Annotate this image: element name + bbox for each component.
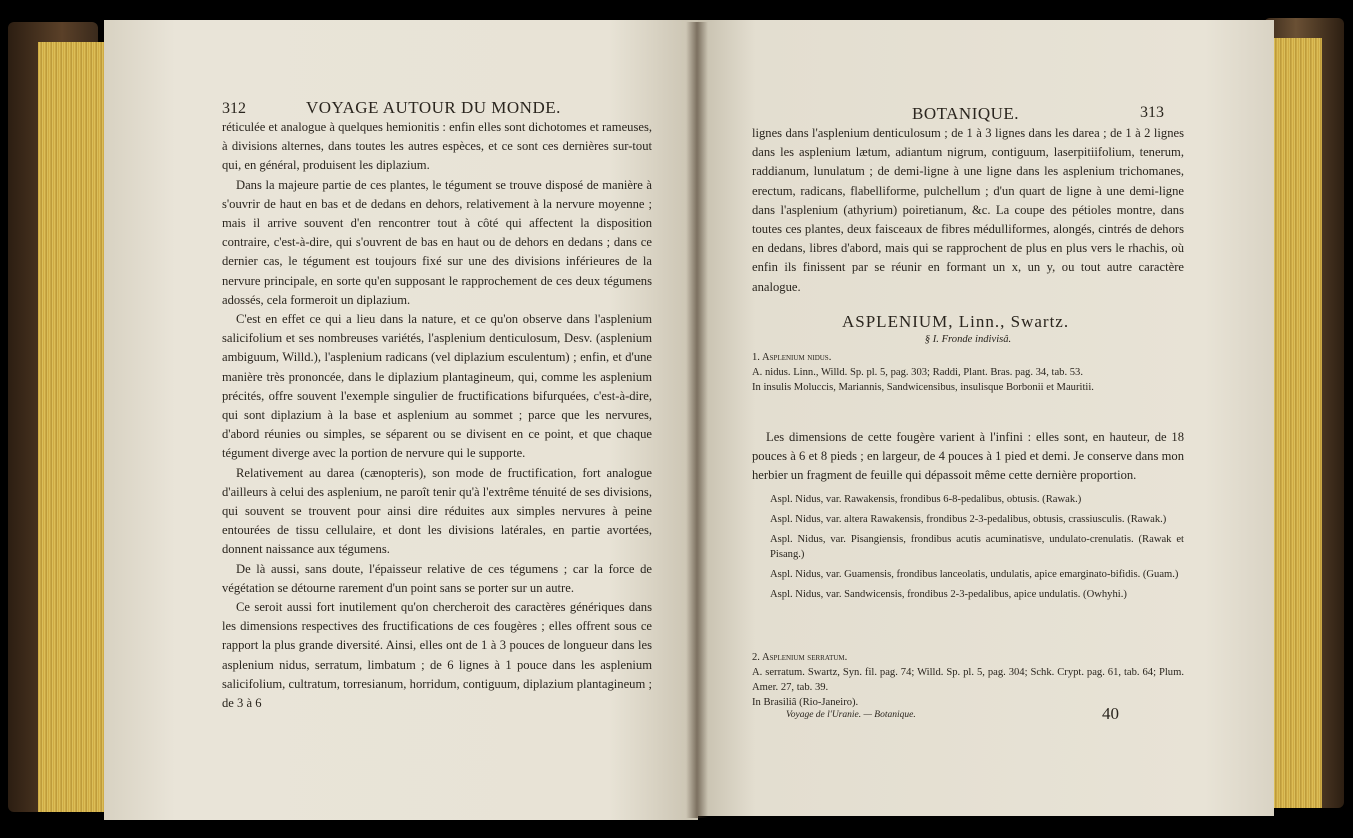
paragraph: Ce seroit aussi fort inutilement qu'on chercheroit des caractères génériques dans les dimensions respectives des fructifications de ces fougères ; elles offrent sous ce rapport la plus grande diversité. Ainsi, elles ont de 1 à 3 pouces de longueur dans les asplenium nidus, serratum, limbatum ; de 6 lignes à 1 pouce dans les asplenium salicifolium, cultratum, torresianum, horridum, contiguum, diplazium plantagineum ; de 3 à 6 [222, 600, 652, 711]
book-gutter [686, 22, 708, 818]
left-running-head: VOYAGE AUTOUR DU MONDE. [306, 98, 561, 117]
species-habitat: In Brasiliâ (Rio-Janeiro). [752, 697, 859, 708]
paragraph: Les dimensions de cette fougère varient à l'infini : elles sont, en hauteur, de 18 pouces à 6 et 8 pieds ; en largeur, de 4 pouces à 1 pied et demi. Je conserve dans mon herbier un fragment de feuille qui dépassoit même cette dernière proportion. [752, 430, 1184, 483]
species-heading: 2. Asplenium serratum. [752, 652, 848, 663]
genus-title: ASPLENIUM, Linn., Swartz. [842, 312, 1070, 331]
varieties-list [770, 492, 1184, 607]
paragraph: Relativement au darea (cænopteris), son mode de fructification, fort analogue d'ailleurs à celui des asplenium, ne paroît tenir qu'à l'extrême ténuité de ses divisions, qui souvent se trouvent pour ainsi dire réduites aux simples nervures à peine entourées de tissu cellulaire, et dont les divisions latérales, en partie avortées, donnent naissance aux tégumens. [222, 465, 652, 557]
left-page-text [222, 118, 652, 713]
page-edges-left [38, 42, 110, 812]
variety-item: Aspl. Nidus, var. Pisangiensis, frondibus acutis acuminatisve, undulato-crenulatis. (Rawak et Pisang.) [770, 534, 1184, 560]
section-heading: § I. Fronde indivisâ. [924, 334, 1012, 345]
paragraph: C'est en effet ce qui a lieu dans la nature, et ce qu'on observe dans l'asplenium salicifolium et ses nombreuses variétés, l'asplenium denticulosum, Desv. (asplenium ambiguum, Willd.), l'asplenium radicans (vel diplazium esculentum) ; enfin, et d'une manière très prononcée, dans le diplazium plantagineum, qui, comme les asplenium précités, offre souvent l'exemple singulier de fructifications bifurquées, c'est-à-dire, qui sont diplazium à la base et asplenium au sommet ; parce que les nervures, d'abord réunies ou simples, se séparent ou se divisent en ce point, et que chaque tégument diverge avec la portion de nervure qui le supporte. [222, 312, 652, 461]
signature-number: 40 [1102, 704, 1119, 723]
variety-item: Aspl. Nidus, var. Rawakensis, frondibus 6-8-pedalibus, obtusis. (Rawak.) [770, 494, 1082, 505]
variety-item: Aspl. Nidus, var. Sandwicensis, frondibus 2-3-pedalibus, apice undulatis. (Owhyhi.) [770, 589, 1127, 600]
paragraph: réticulée et analogue à quelques hemionitis : enfin elles sont dichotomes et rameuses, à divisions alternes, dans toutes les autres espèces, et ce sont ces dernières sur-tout qui, en général, produisent les diplazium. [222, 120, 652, 173]
right-running-head: BOTANIQUE. [912, 104, 1020, 123]
variety-item: Aspl. Nidus, var. Guamensis, frondibus lanceolatis, undulatis, apice emarginato-bifidis. (Guam.) [770, 569, 1179, 580]
paragraph: De là aussi, sans doute, l'épaisseur relative de ces tégumens ; car la force de végétation se détourne rarement d'un point sans se porter sur un autre. [222, 561, 652, 595]
species-habitat: In insulis Moluccis, Mariannis, Sandwicensibus, insulisque Borbonii et Mauritii. [752, 382, 1094, 393]
species-reference: A. nidus. Linn., Willd. Sp. pl. 5, pag. 303; Raddi, Plant. Bras. pag. 34, tab. 53. [752, 367, 1084, 378]
paragraph: lignes dans l'asplenium denticulosum ; de 1 à 3 lignes dans les darea ; de 1 à 2 lignes dans les asplenium lætum, adiantum nigrum, contiguum, laserpitiifolium, tenerum, raddianum, lunulatum ; de demi-ligne à une ligne dans les asplenium trichomanes, erectum, radicans, flabelliforme, pulchellum ; d'un quart de ligne à une demi-ligne dans l'asplenium (athyrium) poiretianum, &c. La coupe des pétioles montre, dans toutes ces plantes, deux faisceaux de fibres médulliformes, alongés, cintrés de dehors en dedans, libres d'abord, mais qui se rapprochent de plus en plus vers le rhachis, où enfin ils finissent par se réunir en formant un x, un y, ou tout autre caractère analogue. [752, 126, 1184, 294]
species-1-block [752, 350, 1184, 395]
paragraph: Dans la majeure partie de ces plantes, le tégument se trouve disposé de manière à s'ouvrir de haut en bas et de dedans en dehors, relativement à la nervure moyenne ; mais il arrive souvent d'en rencontrer tout à côté qui affectent la disposition contraire, c'est-à-dire, qui s'ouvrent de bas en haut ou de dehors en dedans ; dans ce dernier cas, le tégument est toujours fixé sur une des divisions inférieures de la nervure principale, en sorte qu'en supposant le rapprochement de ces deux tégumens adossés, cela formeroit un diplazium. [222, 177, 652, 307]
right-intro-text [752, 124, 1184, 297]
species-reference: A. serratum. Swartz, Syn. fil. pag. 74; Willd. Sp. pl. 5, pag. 304; Schk. Crypt. pag. 61, tab. 64; Plum. Amer. 27, tab. 39. [752, 667, 1184, 693]
species-1-description [752, 428, 1184, 486]
species-heading: 1. Asplenium nidus. [752, 352, 832, 363]
variety-item: Aspl. Nidus, var. altera Rawakensis, frondibus 2-3-pedalibus, obtusis, crassiusculis. (Rawak.) [770, 514, 1167, 525]
left-page-number: 312 [222, 100, 246, 117]
footer-signature-line: Voyage de l'Uranie. — Botanique. [786, 710, 916, 720]
species-2-block [752, 650, 1184, 710]
right-page-number: 313 [1140, 104, 1164, 121]
